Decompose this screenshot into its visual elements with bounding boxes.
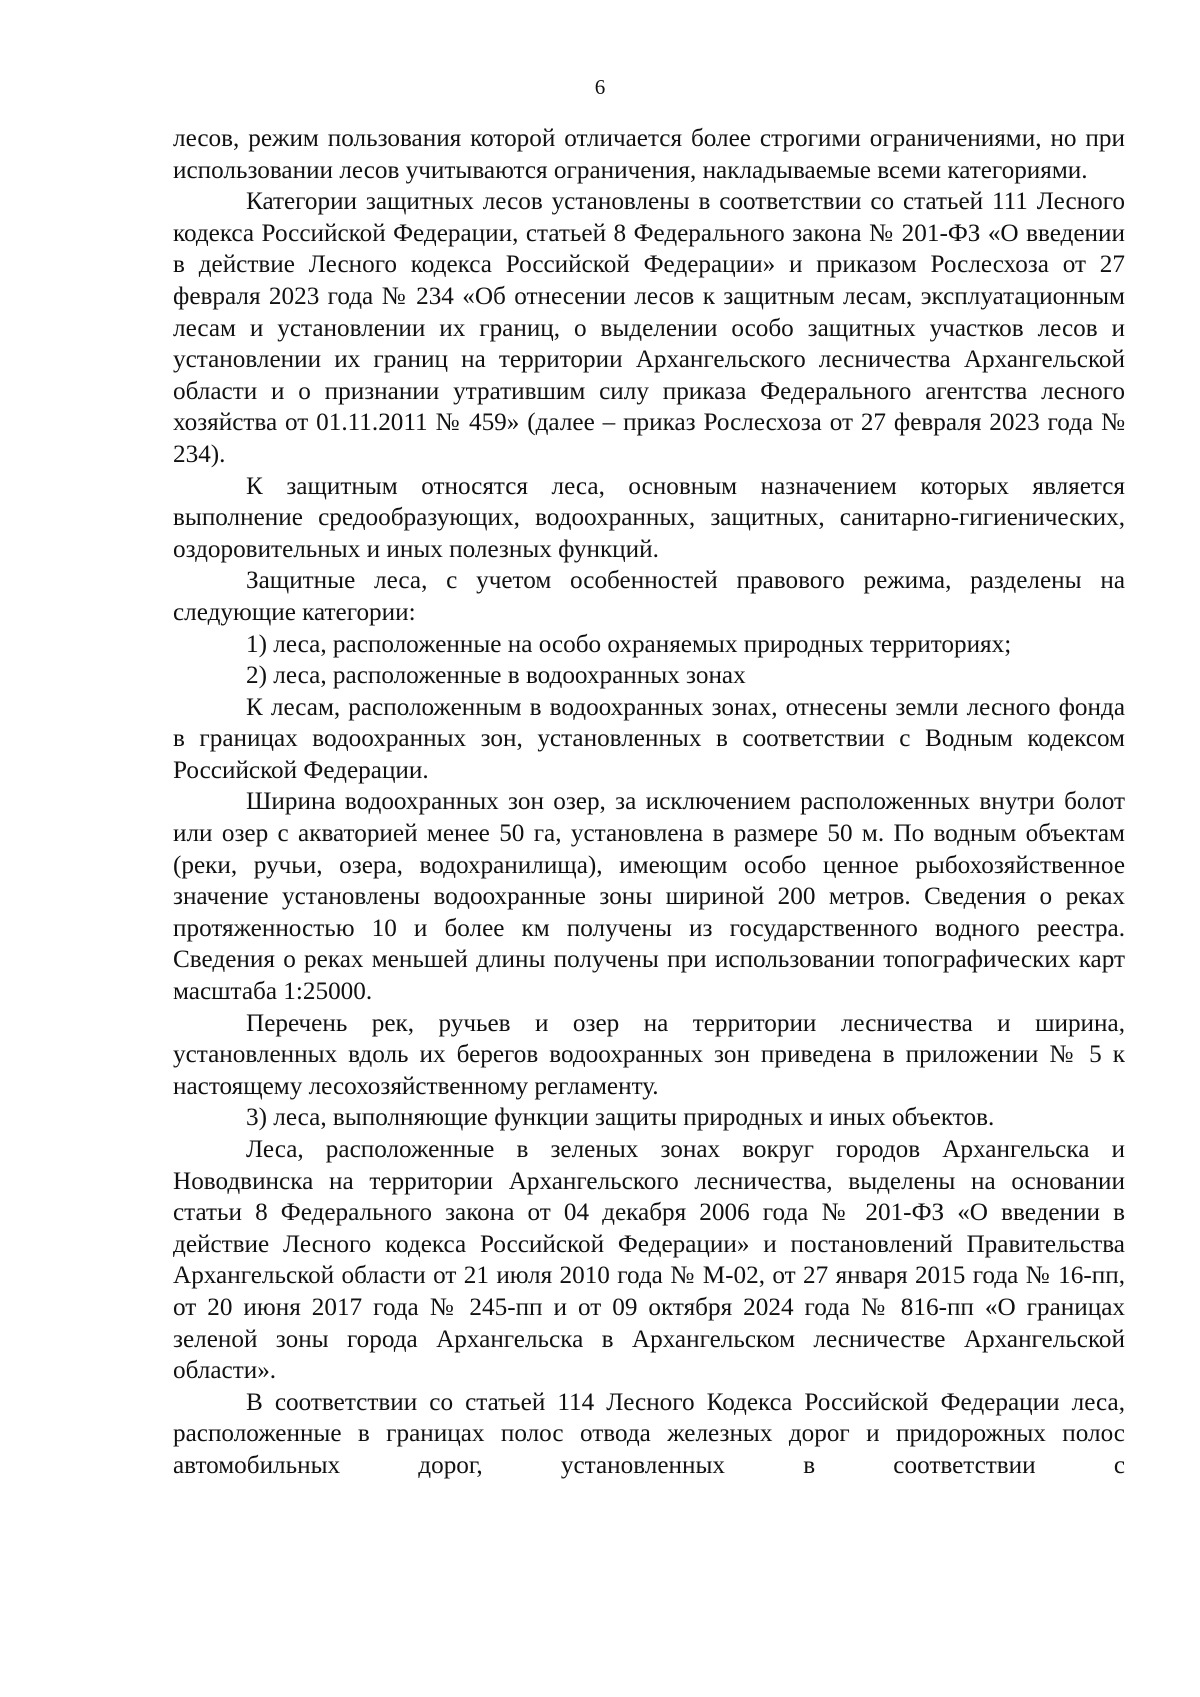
list-item-2: 2) леса, расположенные в водоохранных зонах (246, 662, 746, 690)
document-body (173, 123, 1125, 1482)
paragraph-5: К лесам, расположенным в водоохранных зонах, отнесены земли лесного фонда в границах водоохранных зон, установленных в соответствии с Водным кодексом Российской Федерации. (173, 693, 1125, 784)
list-item-3: 3) леса, выполняющие функции защиты природных и иных объектов. (246, 1104, 995, 1132)
paragraph-8: Леса, расположенные в зеленых зонах вокруг городов Архангельска и Новодвинска на территории Архангельского лесничества, выделены на основании статьи 8 Федерального закона от 04 декабря 2006 года № 201-ФЗ «О введении в действие Лесного кодекса Российской Федерации» и постановлений Правительства Архангельской области от 21 июля 2010 года № М-02, от 27 января 2015 года № 16-пп, от 20 июня 2017 года № 245-пп и от 09 октября 2024 года № 816-пп «О границах зеленой зоны города Архангельска в Архангельском лесничестве Архангельской области». (173, 1136, 1125, 1385)
paragraph-9: В соответствии со статьей 114 Лесного Кодекса Российской Федерации леса, расположенные в границах полос отвода железных дорог и придорожных полос автомобильных дорог, установленных в соответствии с (173, 1388, 1125, 1479)
paragraph-4: Защитные леса, с учетом особенностей правового режима, разделены на следующие категории: (173, 567, 1125, 626)
paragraph-2: Категории защитных лесов установлены в соответствии со статьей 111 Лесного кодекса Российской Федерации, статьей 8 Федерального закона № 201-ФЗ «О введении в действие Лесного кодекса Российской Федерации» и приказом Рослесхоза от 27 февраля 2023 года № 234 «Об отнесении лесов к защитным лесам, эксплуатационным лесам и установлении их границ, о выделении особо защитных участков лесов и установлении их границ на территории Архангельского лесничества Архангельской области и о признании утратившим силу приказа Федерального агентства лесного хозяйства от 01.11.2011 № 459» (далее – приказ Рослесхоза от 27 февраля 2023 года № 234). (173, 188, 1125, 468)
list-item-1: 1) леса, расположенные на особо охраняемых природных территориях; (246, 630, 1012, 658)
paragraph-6: Ширина водоохранных зон озер, за исключением расположенных внутри болот или озер с акваторией менее 50 га, установлена в размере 50 м. По водным объектам (реки, ручьи, озера, водохранилища), имеющим особо ценное рыбохозяйственное значение установлены водоохранные зоны шириной 200 метров. Сведения о реках протяженностью 10 и более км получены из государственного водного реестра. Сведения о реках меньшей длины получены при использовании топографических карт масштаба 1:25000. (173, 788, 1125, 1006)
page-number: 6 (594, 75, 606, 99)
paragraph-1: лесов, режим пользования которой отличается более строгими ограничениями, но при использовании лесов учитываются ограничения, накладываемые всеми категориями. (173, 125, 1125, 184)
paragraph-3: К защитным относятся леса, основным назначением которых является выполнение средообразующих, водоохранных, защитных, санитарно-гигиенических, оздоровительных и иных полезных функций. (173, 472, 1125, 563)
paragraph-7: Перечень рек, ручьев и озер на территории лесничества и ширина, установленных вдоль их берегов водоохранных зон приведена в приложении № 5 к настоящему лесохозяйственному регламенту. (173, 1009, 1125, 1100)
